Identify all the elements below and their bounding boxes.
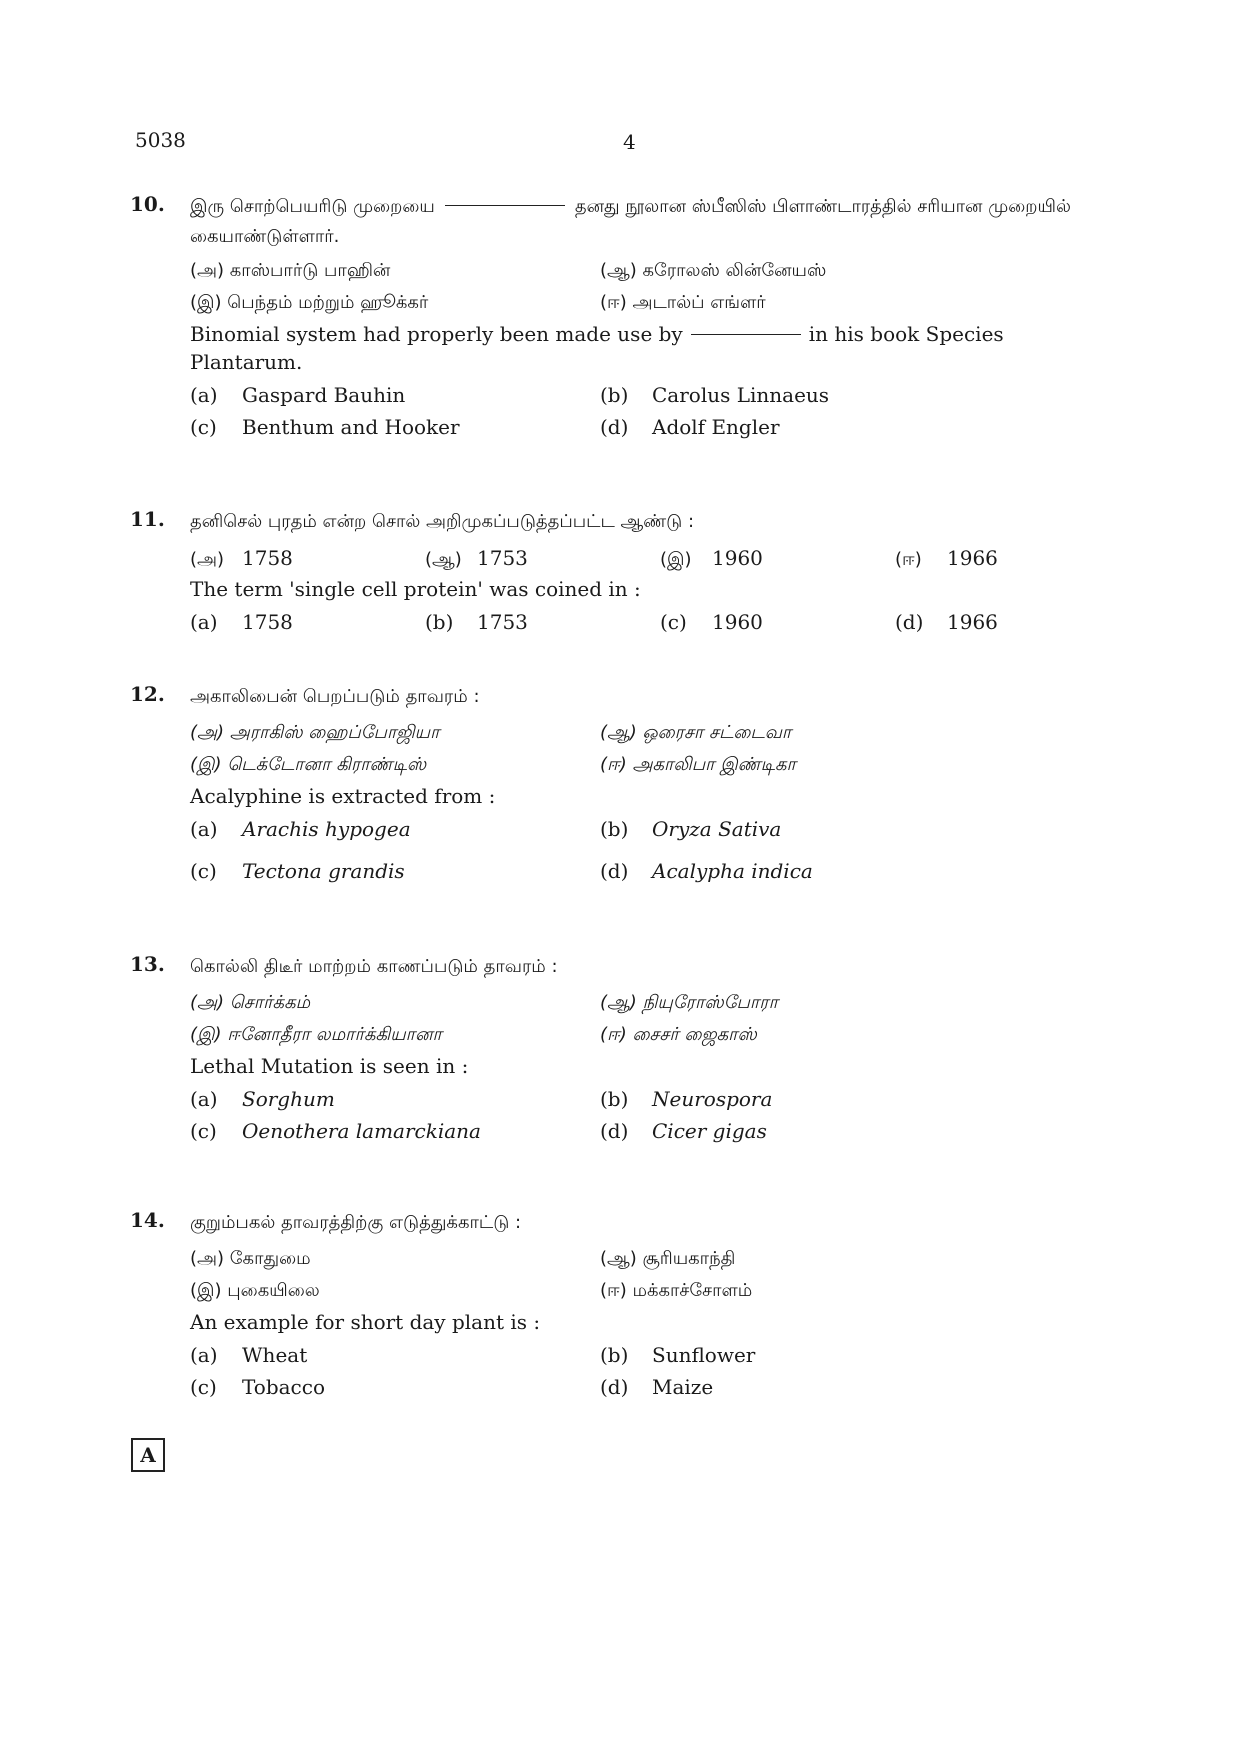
option-tamil: (அ) காஸ்பார்டு பாஹின்	[190, 260, 391, 281]
option-tamil: (இ) ஈனோதீரா லமார்க்கியானா	[190, 1024, 442, 1045]
question-stem-tamil: கொல்லி திடீர் மாற்றம் காணப்படும் தாவரம் :	[190, 956, 558, 977]
option-tamil: (ஆ) நியுரோஸ்போரா	[600, 992, 778, 1013]
question-10	[130, 192, 1090, 444]
question-number: 13.	[130, 952, 165, 976]
question-14	[130, 1208, 1090, 1404]
paper-code: 5038	[135, 128, 186, 152]
option-d: (d) 1966	[895, 610, 998, 634]
option-tamil: (அ) அராகிஸ் ஹைப்போஜியா	[190, 722, 440, 743]
question-stem-english: The term 'single cell protein' was coined in :	[190, 577, 641, 601]
question-number: 12.	[130, 682, 165, 706]
option-tamil: (அ) கோதுமை	[190, 1248, 311, 1269]
options-tamil	[190, 1244, 1090, 1308]
option-tamil: (அ) 1758	[190, 546, 293, 570]
option-tamil: (ஈ) மக்காச்சோளம்	[600, 1280, 753, 1301]
option-c: (c) Tectona grandis	[190, 859, 405, 883]
options-english	[190, 1340, 1090, 1404]
option-d: (d) Maize	[600, 1375, 714, 1399]
option-tamil: (ஆ) 1753	[425, 546, 528, 570]
option-b: (b) Carolus Linnaeus	[600, 383, 830, 407]
options-tamil	[190, 988, 1090, 1052]
option-d: (d) Cicer gigas	[600, 1119, 767, 1143]
question-number: 14.	[130, 1208, 165, 1232]
question-stem-english: An example for short day plant is :	[190, 1310, 541, 1334]
option-c: (c) Benthum and Hooker	[190, 415, 460, 439]
question-stem-english: Binomial system had properly been made use by in his book Species Plantarum.	[190, 322, 1004, 374]
question-stem-english: Acalyphine is extracted from :	[190, 784, 496, 808]
option-b: (b) Neurospora	[600, 1087, 773, 1111]
option-tamil: (இ) 1960	[660, 546, 763, 570]
option-tamil: (ஈ) சைசர் ஜைகாஸ்	[600, 1024, 757, 1045]
question-stem-tamil: குறும்பகல் தாவரத்திற்கு எடுத்துக்காட்டு :	[190, 1212, 522, 1233]
question-stem-tamil: அகாலிபைன் பெறப்படும் தாவரம் :	[190, 686, 480, 707]
booklet-series-box: A	[131, 1438, 165, 1472]
option-tamil: (அ) சொர்க்கம்	[190, 992, 311, 1013]
options-tamil	[190, 718, 1090, 782]
options-tamil	[190, 543, 1090, 575]
option-tamil: (ஆ) ஒரைசா சட்டைவா	[600, 722, 792, 743]
options-english	[190, 380, 1090, 444]
option-tamil: (இ) புகையிலை	[190, 1280, 320, 1301]
question-number: 10.	[130, 192, 165, 216]
option-tamil: (இ) டெக்டோனா கிராண்டிஸ்	[190, 754, 427, 775]
option-c: (c) 1960	[660, 610, 763, 634]
options-english	[190, 814, 1090, 888]
question-13	[130, 952, 1090, 1148]
option-tamil: (ஈ) அடால்ப் எங்ளர்	[600, 292, 766, 313]
options-english	[190, 1084, 1090, 1148]
option-tamil: (ஈ) 1966	[895, 546, 998, 570]
answer-blank	[691, 334, 801, 335]
options-english	[190, 607, 1090, 639]
option-d: (d) Adolf Engler	[600, 415, 780, 439]
option-a: (a) 1758	[190, 610, 293, 634]
option-b: (b) Sunflower	[600, 1343, 756, 1367]
options-tamil	[190, 256, 1090, 320]
question-stem-tamil: இரு சொற்பெயரிடு முறையை தனது நூலான ஸ்பீஸிஸ் பிளாண்டாரத்தில் சரியான முறையில் கையாண்டுள்ளார்.	[190, 196, 1071, 247]
question-stem-tamil: தனிசெல் புரதம் என்ற சொல் அறிமுகப்படுத்தப்பட்ட ஆண்டு :	[190, 511, 695, 532]
option-a: (a) Sorghum	[190, 1087, 335, 1111]
option-d: (d) Acalypha indica	[600, 859, 813, 883]
question-11	[130, 507, 1090, 639]
option-tamil: (ஈ) அகாலிபா இண்டிகா	[600, 754, 796, 775]
option-tamil: (ஆ) சூரியகாந்தி	[600, 1248, 736, 1269]
question-stem-english: Lethal Mutation is seen in :	[190, 1054, 469, 1078]
option-b: (b) Oryza Sativa	[600, 817, 782, 841]
option-c: (c) Tobacco	[190, 1375, 325, 1399]
page-number: 4	[623, 130, 636, 154]
option-tamil: (ஆ) கரோலஸ் லின்னேயஸ்	[600, 260, 827, 281]
option-b: (b) 1753	[425, 610, 528, 634]
option-tamil: (இ) பெந்தம் மற்றும் ஹூக்கர்	[190, 292, 429, 313]
option-c: (c) Oenothera lamarckiana	[190, 1119, 481, 1143]
question-12	[130, 682, 1090, 888]
option-a: (a) Arachis hypogea	[190, 817, 411, 841]
option-a: (a) Wheat	[190, 1343, 308, 1367]
question-number: 11.	[130, 507, 165, 531]
option-a: (a) Gaspard Bauhin	[190, 383, 406, 407]
answer-blank	[445, 205, 565, 206]
